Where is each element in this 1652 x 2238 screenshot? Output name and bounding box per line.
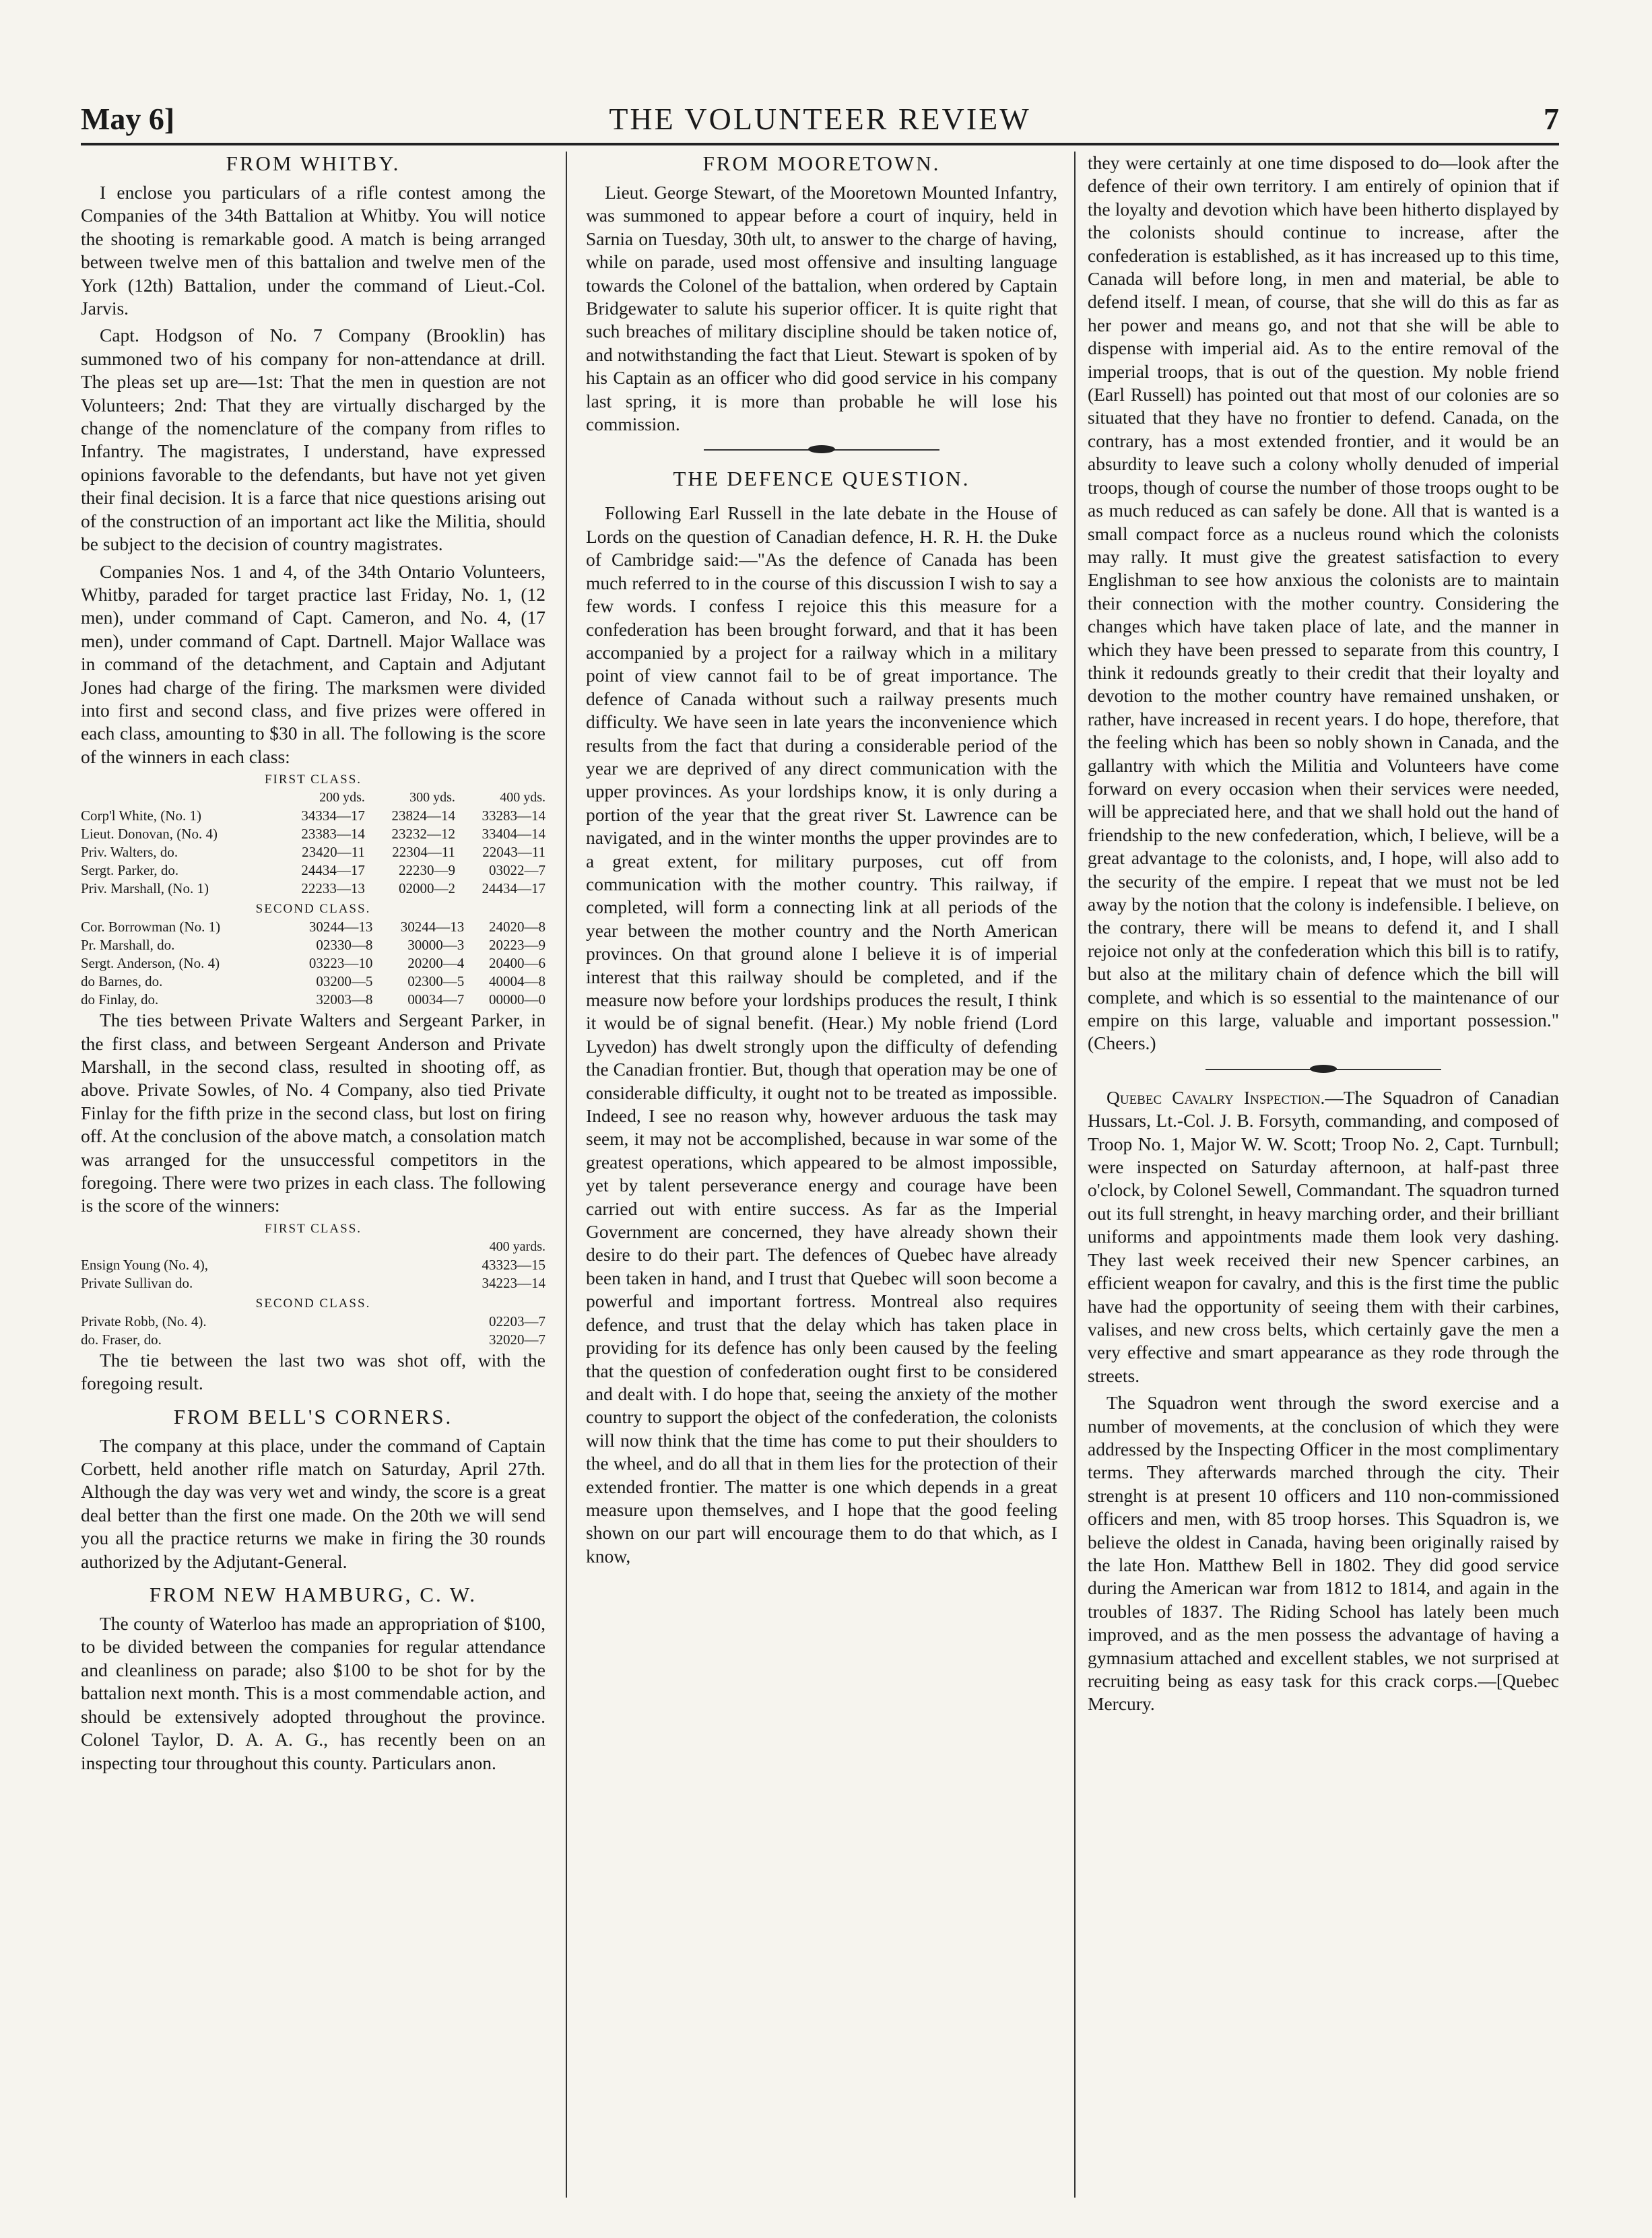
score-row	[81, 1256, 546, 1274]
quebec-cavalry-para-2: The Squadron went through the sword exercise and a number of movements, at the conclusion of which they were addressed by the Inspecting Officer in the most complimentary terms. They afterwards marched through the city. Their strenght is at present 10 officers and 110 non-commissioned officers and men, with 85 troop horses. This Squadron is, we believe the oldest in Canada, having been originally raised by the late Hon. Matthew Bell in 1802. They did good service during the American war from 1812 to 1814, and again in the troubles of 1837. The Riding School has lately been much improved, and as the men possess the advantage of having a gymnasium attached and excellent stables, we not surprised at recruiting being as easy task for this crack corps.—[Quebec Mercury.	[1088, 1392, 1559, 1715]
score-cell: 30244—13	[400, 919, 465, 935]
section-divider	[586, 440, 1057, 460]
competitor-name: do. Fraser, do.	[81, 1331, 162, 1348]
score-row	[81, 954, 546, 973]
yds-header-row	[81, 1238, 546, 1256]
whitby-para-5: The tie between the last two was shot off, with the foregoing result.	[81, 1349, 546, 1394]
score-cell: 24020—8	[489, 919, 546, 935]
second-class-label: SECOND CLASS.	[255, 902, 371, 917]
score-cell: 34334—17	[301, 808, 365, 824]
consolation-second-label: SECOND CLASS.	[255, 1296, 371, 1311]
score-row	[81, 1274, 546, 1292]
yds-header: 200 yds.	[319, 790, 365, 805]
score-cell: 00000—0	[489, 991, 546, 1008]
yds-header: 400 yds.	[500, 790, 546, 805]
bells-corners-heading: FROM BELL'S CORNERS.	[173, 1404, 453, 1428]
score-cell: 20400—6	[489, 955, 546, 972]
score-cell: 02000—2	[398, 880, 455, 897]
column-2	[586, 152, 1057, 2198]
column-1	[81, 152, 546, 2198]
consolation-first-table	[81, 1238, 546, 1292]
score-cell: 32003—8	[316, 991, 373, 1008]
score-cell: 33404—14	[482, 826, 546, 843]
new-hamburg-para: The county of Waterloo has made an appropriation of $100, to be divided between the companies for regular attendance and cleanliness on parade; also $100 to be shot for by the battalion next month. This is a most commendable action, and should be extensively adopted throughout the province. Colonel Taylor, D. A. A. G., has recently been on an inspecting tour throughout this county. Particulars anon.	[81, 1613, 546, 1773]
competitor-name: Lieut. Donovan, (No. 4)	[81, 826, 218, 843]
score-cell: 30000—3	[407, 937, 465, 954]
score-cell: 30244—13	[308, 919, 373, 935]
score-cell: 23420—11	[302, 844, 365, 861]
whitby-para-1: I enclose you particulars of a rifle contest among the Companies of the 34th Battalion at Whitby. You will notice the shooting is remarkable good. A match is being arranged between twelve men of this battalion and twelve men of the York (12th) Battalion, under the command of Lieut.-Col. Jarvis.	[81, 182, 546, 319]
consolation-first-label: FIRST CLASS.	[264, 1221, 362, 1236]
competitor-name: Priv. Marshall, (No. 1)	[81, 880, 209, 897]
competitor-name: Cor. Borrowman (No. 1)	[81, 919, 221, 935]
defence-question-para: Following Earl Russell in the late debate in the House of Lords on the question of Canadian defence, H. R. H. the Duke of Cambridge said:—"As the defence of Canada has been much referred to in the course of this discussion I wish to say a few words. I confess I rejoice this this measure for a confederation has been brought forward, and that it has been accompanied by a project for a railway which in a military point of view cannot fail to be of great importance. The defence of Canada without such a railway presents much difficulty. We have seen in late years the inconvenience which results from the fact that during a considerable period of the year we are deprived of any direct communication with the upper provinces. As your lordships know, it is only during a portion of the year that the great river St. Lawrence can be navigated, and in the winter months the upper provindes are to a great extent, for military purposes, cut off from communication with the mother country. This railway, if completed, will form a connecting link at all periods of the year between the mother country and the North American provinces. On that ground alone I believe it is of imperial interest that this railway should be completed, and if the measure now before your lordships produces the result, I think it would be of signal benefit. (Hear.) My noble friend (Lord Lyvedon) has dwelt strongly upon the difficulty of defending the Canadian frontier. But, though that operation may be one of considerable difficulty, it ought not to be treated as impossible. Indeed, I see no reason why, however arduous the task may seem, it may not be accomplished, because in war some of the greatest operations, which appeared to be almost impossible, yet by talent perseverance energy and courage have been carried out with entire success. As far as the Imperial Government are concerned, they have already shown their desire to do their part. The defences of Quebec have already been taken in hand, and I trust that Quebec will soon become a powerful and important fortress. Montreal also requires defence, and trust that the delay which has taken place in providing for its defence has only been caused by the feeling that the question of confederation ought first to be considered and dealt with. I do hope that, seeing the anxiety of the mother country to support the object of the confederation, the colonists will now think that the time has come to put their shoulders to the wheel, and do all that in them lies for the protection of their extended frontier. The matter is one which depends in a great measure upon themselves, and I hope that the good feeling shown on our part will encourage them to do that which, as I know,	[586, 502, 1057, 1567]
first-class-table	[81, 789, 546, 898]
competitor-name: Sergt. Anderson, (No. 4)	[81, 955, 220, 972]
competitor-name: Private Robb, (No. 4).	[81, 1313, 207, 1329]
whitby-heading: FROM WHITBY.	[226, 152, 401, 175]
score-cell: 40004—8	[489, 973, 546, 990]
mooretown-para: Lieut. George Stewart, of the Mooretown Mounted Infantry, was summoned to appear before a court of inquiry, held in Sarnia on Tuesday, 30th ult, to answer to the charge of having, while on parade, used most offensive and insulting language towards the Colonel of the battalion, when ordered by Captain Bridgewater to salute his superior officer. It is quite right that such breaches of military discipline should be taken notice of, and notwithstanding the fact that Lieut. Stewart is spoken of by his Captain as an officer who did good service in his company last spring, it is more than probable he will lose his commission.	[586, 182, 1057, 435]
score-row	[81, 825, 546, 843]
yds-header: 300 yds.	[409, 790, 455, 805]
competitor-name: do Finlay, do.	[81, 991, 159, 1008]
score-cell: 22043—11	[482, 844, 546, 861]
column-rule-1	[566, 152, 567, 2198]
score-row	[81, 1313, 546, 1331]
consolation-second-table	[81, 1313, 546, 1349]
score-cell: 02300—5	[407, 973, 465, 990]
competitor-name: Pr. Marshall, do.	[81, 937, 175, 954]
whitby-para-3: Companies Nos. 1 and 4, of the 34th Ontario Volunteers, Whitby, paraded for target practice last Friday, No. 1, (12 men), under command of Capt. Cameron, and No. 4, (17 men), under command of Capt. Dartnell. Major Wallace was in command of the detachment, and Captain and Adjutant Jones had charge of the firing. The marksmen were divided into first and second class, and five prizes were offered in each class, amounting to $30 in all. The following is the score of the winners in each class:	[81, 560, 546, 767]
score-cell: 24434—17	[301, 862, 365, 879]
yds-header: 400 yards.	[489, 1239, 546, 1254]
score-cell: 43323—15	[482, 1256, 546, 1273]
score-cell: 00034—7	[407, 991, 465, 1008]
competitor-name: Ensign Young (No. 4),	[81, 1256, 209, 1273]
score-cell: 22230—9	[398, 862, 455, 879]
score-cell: 22304—11	[392, 844, 455, 861]
score-cell: 24434—17	[482, 880, 546, 897]
score-cell: 03022—7	[489, 862, 546, 879]
score-row	[81, 918, 546, 936]
page-number: 7	[1544, 102, 1559, 136]
competitor-name: Priv. Walters, do.	[81, 844, 178, 861]
mooretown-heading: FROM MOORETOWN.	[702, 152, 941, 175]
page-header	[81, 101, 1559, 145]
competitor-name: Private Sullivan do.	[81, 1274, 193, 1291]
score-cell: 34223—14	[482, 1274, 546, 1291]
masthead-title: THE VOLUNTEER REVIEW	[609, 102, 1031, 136]
new-hamburg-heading: FROM NEW HAMBURG, C. W.	[149, 1583, 477, 1607]
score-cell: 22233—13	[301, 880, 365, 897]
competitor-name: do Barnes, do.	[81, 973, 163, 990]
issue-date: May 6]	[81, 102, 175, 136]
score-cell: 23824—14	[391, 808, 455, 824]
section-divider	[1088, 1059, 1559, 1080]
score-row	[81, 991, 546, 1009]
quebec-cavalry-para-1	[1088, 1086, 1559, 1387]
score-row	[81, 1331, 546, 1349]
whitby-para-4: The ties between Private Walters and Sergeant Parker, in the first class, and between Sergeant Anderson and Private Marshall, in the second class, resulted in shooting off, as above. Private Sowles, of No. 4 Company, also tied Private Finlay for the fifth prize in the second class, but lost on firing off. At the conclusion of the above match, a consolation match was arranged for the unsuccessful competitors in the foregoing. There were two prizes in each class. The following is the score of the winners:	[81, 1010, 546, 1216]
whitby-para-2: Capt. Hodgson of No. 7 Company (Brooklin) has summoned two of his company for non-attendance at drill. The pleas set up are—1st: That the men in question are not Volunteers; 2nd: That they are virtually discharged by the change of the nomenclature of the company from rifles to Infantry. The magistrates, I understand, have expressed opinions favorable to the defendants, but have not yet given their final decision. It is a farce that nice questions arising out of the construction of an important act like the Militia, should be subject to the decision of country magistrates.	[81, 325, 546, 555]
competitor-name: Corp'l White, (No. 1)	[81, 808, 201, 824]
score-cell: 20200—4	[407, 955, 465, 972]
score-cell: 02330—8	[316, 937, 373, 954]
bells-corners-para: The company at this place, under the command of Captain Corbett, held another rifle match on Saturday, April 27th. Although the day was very wet and windy, the score is a great deal better than the first one made. On the 20th we will send you all the practice returns we make in firing the 30 rounds authorized by the Adjutant-General.	[81, 1435, 546, 1572]
column-3	[1088, 152, 1559, 2198]
score-cell: 02203—7	[489, 1313, 546, 1329]
score-row	[81, 880, 546, 898]
score-row	[81, 843, 546, 861]
score-cell: 23232—12	[391, 826, 455, 843]
first-class-label: FIRST CLASS.	[264, 772, 362, 787]
score-row	[81, 861, 546, 880]
defence-question-heading: THE DEFENCE QUESTION.	[673, 467, 970, 491]
score-cell: 23383—14	[301, 826, 365, 843]
score-cell: 03200—5	[316, 973, 373, 990]
score-cell: 20223—9	[489, 937, 546, 954]
competitor-name: Sergt. Parker, do.	[81, 862, 179, 879]
score-row	[81, 807, 546, 825]
quebec-cavalry-lead: Quebec Cavalry Inspection.	[1106, 1086, 1325, 1108]
yds-header-row	[81, 789, 546, 807]
score-cell: 03223—10	[308, 955, 373, 972]
score-cell: 33283—14	[482, 808, 546, 824]
column-rule-2	[1074, 152, 1076, 2198]
score-row	[81, 973, 546, 991]
quebec-cavalry-text: —The Squadron of Canadian Hussars, Lt.-Col. J. B. Forsyth, commanding, and composed of Troop No. 1, Major W. W. Scott; Troop No. 2, Capt. Turnbull; were inspected on Saturday afternoon, at half-past three o'clock, by Colonel Sewell, Commandant. The squadron turned out its full strenght, in heavy marching order, and their brilliant uniforms and appointments made them look very dashing. They last week received their new Spencer carbines, an efficient weapon for cavalry, and this is the first time the public have had the opportunity of seeing them with their carbines, valises, and new cross belts, which certainly gave the men a very effective and smart appearance as they rode through the streets.	[1088, 1086, 1559, 1386]
defence-question-continued: they were certainly at one time disposed to do—look after the defence of their own territory. I am entirely of opinion that if the loyalty and devotion which have been hitherto displayed by the colonists should continue to increase, after the confederation is established, as it has increased up to this time, Canada will before long, in men and material, be able to defend itself. I mean, of course, that she will do this as far as her power and means go, and not that she will be able to dispense with imperial aid. As to the entire removal of the imperial troops, that is out of the question. My noble friend (Earl Russell) has pointed out that most of our colonies are so situated that they have no frontier to defend. Canada, on the contrary, has a most extended frontier, and it would be an absurdity to leave such a colony wholly denuded of imperial troops, though of course the number of those troops ought to be as much reduced as can safely be done. All that is wanted is a small compact force as a nucleus round which the colonists may rally. It must give the greatest satisfaction to every Englishman to see how anxious the colonists are to maintain their connection with the mother country. Considering the changes which have taken place of late, and the manner in which they have been pressed to separate from this country, I think it redounds greatly to their credit that their loyalty and devotion to the mother country have remained unshaken, or rather, have increased in recent years. I do hope, therefore, that the feeling which has been so nobly shown in Canada, and the gallantry with which the Militia and Volunteers have come forward on every occasion when their services were needed, will be appreciated here, and that we shall hold out the hand of friendship to the new confederation, which, I believe, will be a great advantage to the colonists, and, I hope, will also add to the security of the empire. I repeat that we must not be led away by the notion that the colony is indefensible. I believe, on the contrary, there will be means to defend it, and I shall rejoice not only at the confederation which this bill is to ratify, but also at the military chain of defence which the bill will complete, and which is so essential to the maintenance of our empire on this large, valuable and important possession." (Cheers.)	[1088, 152, 1559, 1054]
score-cell: 32020—7	[489, 1331, 546, 1348]
second-class-table	[81, 918, 546, 1009]
score-row	[81, 936, 546, 954]
